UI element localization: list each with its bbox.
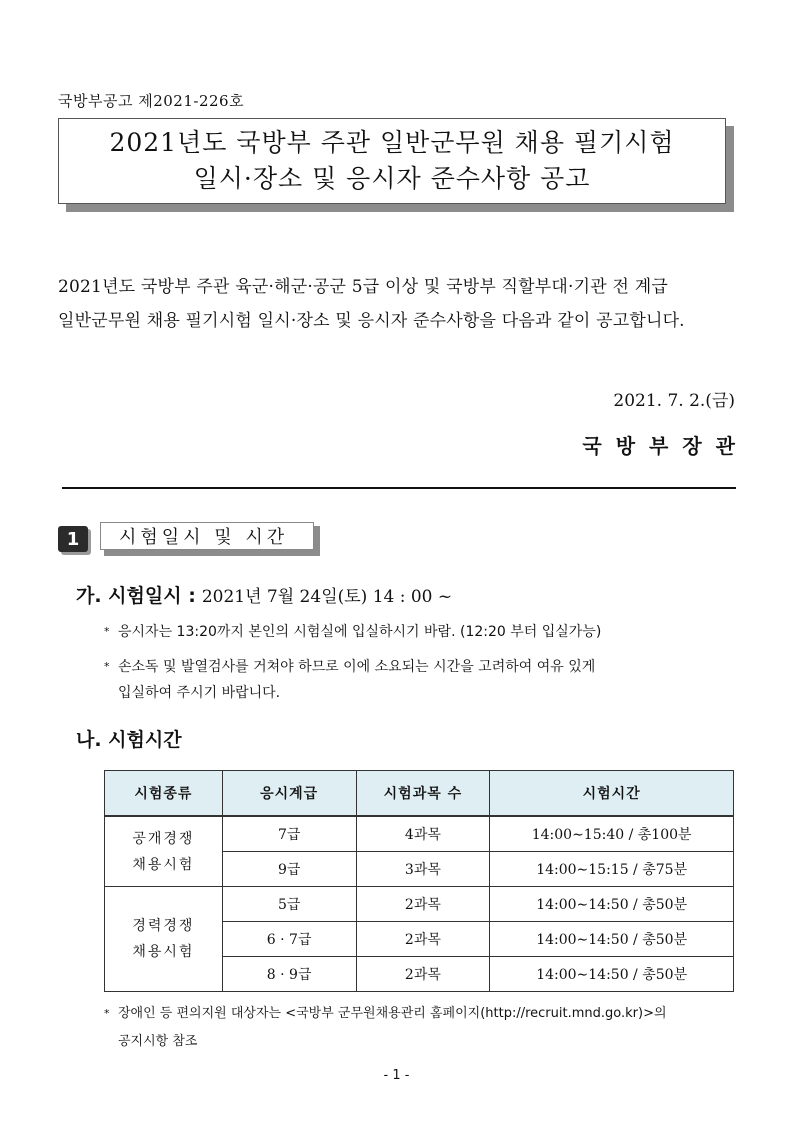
category-career-competition <box>105 887 223 992</box>
header-exam-time: 시험시간 <box>490 771 734 817</box>
time-cell: 14:00∼15:40 / 총100분 <box>490 816 734 852</box>
note-mark: * <box>104 625 110 638</box>
subjects-cell: 2과목 <box>356 922 490 957</box>
time-cell: 14:00∼15:15 / 총75분 <box>490 852 734 887</box>
category-line-2: 채용시험 <box>132 944 195 960</box>
entry-time-note <box>104 619 758 645</box>
title-line-1: 2021년도 국방부 주관 일반군무원 채용 필기시험 <box>109 128 675 157</box>
time-cell: 14:00∼14:50 / 총50분 <box>490 922 734 957</box>
section-title-block <box>100 522 316 552</box>
health-check-note <box>104 654 748 706</box>
health-check-note-line-1: 손소독 및 발열검사를 거쳐야 하므로 이에 소요되는 시간을 고려하여 여유 있게 <box>118 659 596 675</box>
header-exam-type: 시험종류 <box>105 771 223 817</box>
exam-schedule-table <box>104 770 734 992</box>
intro-line-2: 일반군무원 채용 필기시험 일시·장소 및 응시자 준수사항을 다음과 같이 공고합니다. <box>58 311 685 331</box>
subjects-cell: 2과목 <box>356 957 490 992</box>
section-number-badge: 1 <box>58 526 88 552</box>
grade-cell: 6 · 7급 <box>222 922 356 957</box>
grade-cell: 8 · 9급 <box>222 957 356 992</box>
note-mark: * <box>104 1007 110 1020</box>
divider <box>62 487 736 489</box>
exam-time-heading: 나. 시험시간 <box>76 729 182 751</box>
grade-cell: 9급 <box>222 852 356 887</box>
section-title: 시험일시 및 시간 <box>100 522 314 550</box>
subjects-cell: 3과목 <box>356 852 490 887</box>
grade-cell: 7급 <box>222 816 356 852</box>
exam-date-heading <box>76 581 452 608</box>
category-line-1: 공개경쟁 <box>132 830 195 847</box>
header-grade: 응시계급 <box>222 771 356 817</box>
header-subject-count: 시험과목 수 <box>356 771 490 817</box>
time-cell: 14:00∼14:50 / 총50분 <box>490 887 734 922</box>
entry-time-note-text: 응시자는 13:20까지 본인의 시험실에 입실하시기 바람. (12:20 부터 입실가능) <box>118 624 602 640</box>
table-row <box>105 816 734 852</box>
signer: 국방부장관 <box>582 434 749 458</box>
title-line-2: 일시·장소 및 응시자 준수사항 공고 <box>193 164 591 193</box>
category-line-2: 채용시험 <box>132 856 195 873</box>
note-mark: * <box>104 660 110 673</box>
grade-cell: 5급 <box>222 887 356 922</box>
health-check-note-line-2: 입실하여 주시기 바랍니다. <box>118 685 281 701</box>
title-box <box>58 118 726 204</box>
accessibility-footnote <box>104 1000 738 1056</box>
announcement-date: 2021. 7. 2.(금) <box>613 391 735 411</box>
footnote-line-2: 공지시항 참조 <box>118 1034 198 1049</box>
category-line-1: 경력경쟁 <box>132 918 195 934</box>
intro-line-1: 2021년도 국방부 주관 육군·해군·공군 5급 이상 및 국방부 직할부대·기관 전 계급 <box>58 277 668 297</box>
subjects-cell: 4과목 <box>356 816 490 852</box>
table-row <box>105 887 734 922</box>
page-number: - 1 - <box>383 1068 410 1083</box>
category-open-competition <box>105 816 223 887</box>
exam-date-value: 2021년 7월 24일(토) 14 : 00 ~ <box>201 587 453 607</box>
document-number: 국방부공고 제2021-226호 <box>58 92 245 110</box>
intro-paragraph <box>58 270 738 338</box>
time-cell: 14:00∼14:50 / 총50분 <box>490 957 734 992</box>
title-block <box>58 118 726 204</box>
footnote-line-1: 장애인 등 편의지원 대상자는 <국방부 군무원채용관리 홈페이지(http://recruit.mnd.go.kr)>의 <box>118 1006 667 1021</box>
exam-date-label: 가. 시험일시 : <box>76 585 196 607</box>
subjects-cell: 2과목 <box>356 887 490 922</box>
table-header-row <box>105 771 734 817</box>
